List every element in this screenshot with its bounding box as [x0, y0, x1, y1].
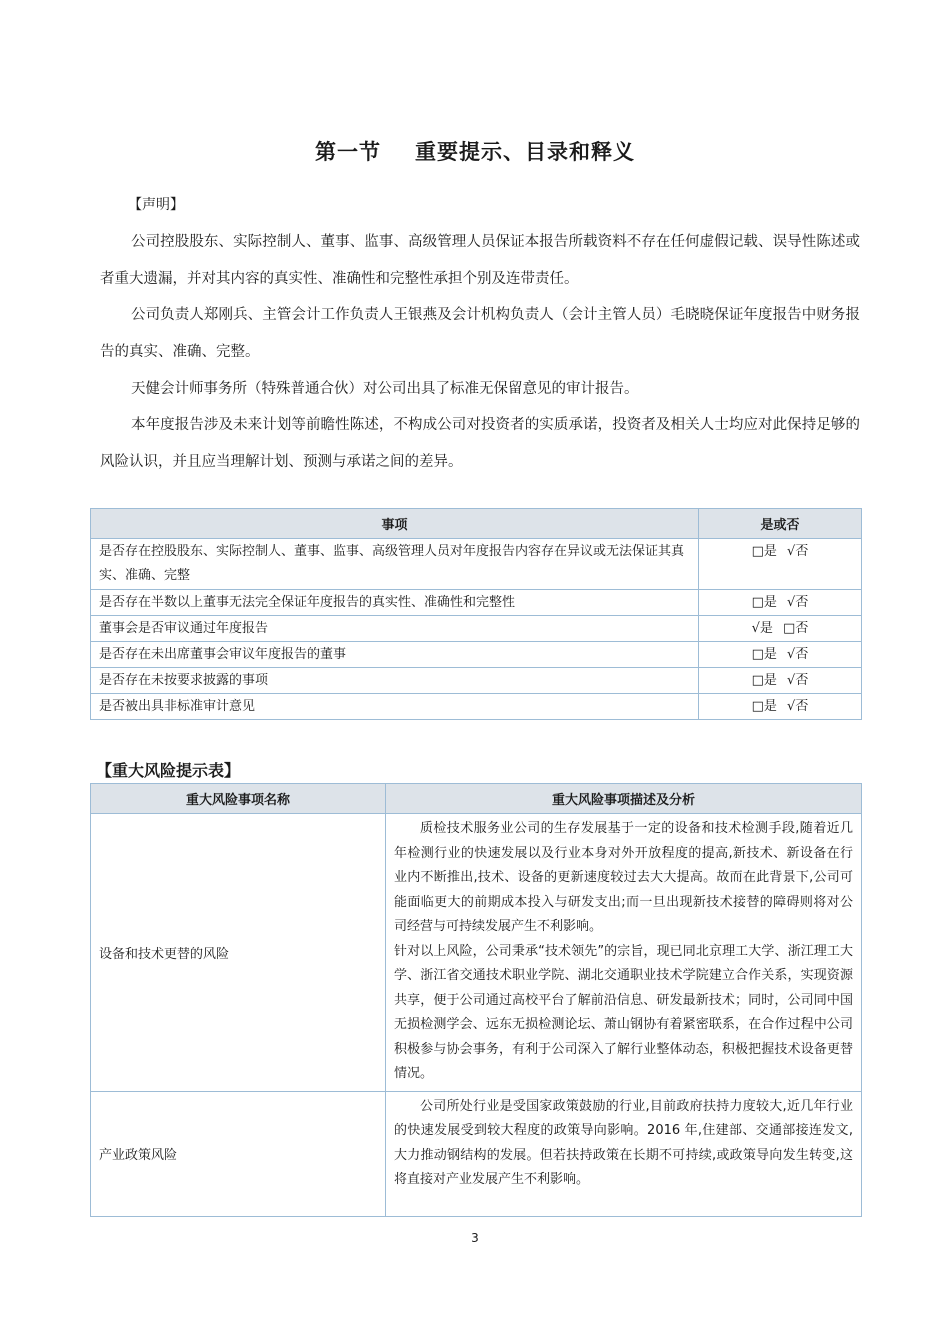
- table-header-row: [91, 509, 862, 539]
- matters-table: [90, 508, 862, 720]
- column-header-item: 事项: [91, 509, 699, 539]
- column-header-answer: 是或否: [699, 509, 862, 539]
- matter-item: 是否存在半数以上董事无法完全保证年度报告的真实性、准确性和完整性: [91, 590, 699, 616]
- matter-answer: □是 √否: [699, 668, 862, 694]
- table-row: [91, 616, 862, 642]
- declaration-paragraph: 天健会计师事务所（特殊普通合伙）对公司出具了标准无保留意见的审计报告。: [131, 381, 639, 397]
- declaration-paragraph: 公司控股股东、实际控制人、董事、监事、高级管理人员保证本报告所载资料不存在任何虚假记载、误导性陈述或者重大遗漏，并对其内容的真实性、准确性和完整性承担个别及连带责任。: [100, 234, 860, 287]
- risk-description: [386, 814, 862, 1092]
- risk-description-paragraph: 针对以上风险，公司秉承“技术领先”的宗旨，现已同北京理工大学、浙江理工大学、浙江省交通技术职业学院、湖北交通职业技术学院建立合作关系，实现资源共享，便于公司通过高校平台了解前沿信息、研发最新技术；同时，公司同中国无损检测学会、远东无损检测论坛、萧山钢协有着紧密联系，在合作过程中公司积极参与协会事务，有利于公司深入了解行业整体动态，积极把握技术设备更替情况。: [394, 943, 853, 1081]
- matter-item: 是否存在未出席董事会审议年度报告的董事: [91, 642, 699, 668]
- section-title: [0, 136, 950, 166]
- declaration-paragraph: 公司负责人郑刚兵、主管会计工作负责人王银燕及会计机构负责人（会计主管人员）毛晓晓保证年度报告中财务报告的真实、准确、完整。: [100, 307, 860, 360]
- matter-answer: □是 √否: [699, 590, 862, 616]
- page-number: 3: [471, 1231, 479, 1245]
- matter-answer: □是 √否: [699, 694, 862, 720]
- risk-table: [90, 783, 862, 1217]
- table-row: [91, 668, 862, 694]
- risk-description-paragraph: 公司所处行业是受国家政策鼓励的行业,目前政府扶持力度较大,近几年行业的快速发展受到较大程度的政策导向影响。2016 年,住建部、交通部接连发文,大力推动钢结构的发展。但若扶持政策在长期不可持续,或政策导向发生转变,这将直接对产业发展产生不利影响。: [394, 1098, 853, 1187]
- risk-description: [386, 1091, 862, 1216]
- matter-item: 是否被出具非标准审计意见: [91, 694, 699, 720]
- table-row: [91, 590, 862, 616]
- risk-name: 设备和技术更替的风险: [91, 814, 386, 1092]
- matter-answer: √是 □否: [699, 616, 862, 642]
- section-title-text: 重要提示、目录和释义: [415, 140, 635, 164]
- matter-answer: □是 √否: [699, 539, 862, 590]
- declaration-heading: 【声明】: [128, 197, 184, 213]
- risk-description-paragraph: 质检技术服务业公司的生存发展基于一定的设备和技术检测手段,随着近几年检测行业的快速发展以及行业本身对外开放程度的提高,新技术、新设备在行业内不断推出,技术、设备的更新速度较过去大大提高。故而在此背景下,公司可能面临更大的前期成本投入与研发支出;而一旦出现新技术接替的障碍则将对公司经营与可持续发展产生不利影响。: [394, 821, 853, 934]
- column-header-risk-desc: 重大风险事项描述及分析: [386, 784, 862, 814]
- table-row: [91, 642, 862, 668]
- declaration-paragraph: 本年度报告涉及未来计划等前瞻性陈述，不构成公司对投资者的实质承诺，投资者及相关人士均应对此保持足够的风险认识，并且应当理解计划、预测与承诺之间的差异。: [100, 417, 860, 470]
- matter-item: 是否存在控股股东、实际控制人、董事、监事、高级管理人员对年度报告内容存在异议或无法保证其真实、准确、完整: [91, 539, 699, 590]
- table-row: [91, 539, 862, 590]
- table-header-row: [91, 784, 862, 814]
- risk-table-heading: 【重大风险提示表】: [96, 761, 241, 780]
- matter-answer: □是 √否: [699, 642, 862, 668]
- table-row: [91, 694, 862, 720]
- table-row: [91, 814, 862, 1092]
- risk-name: 产业政策风险: [91, 1091, 386, 1216]
- table-row: [91, 1091, 862, 1216]
- column-header-risk-name: 重大风险事项名称: [91, 784, 386, 814]
- matter-item: 董事会是否审议通过年度报告: [91, 616, 699, 642]
- matter-item: 是否存在未按要求披露的事项: [91, 668, 699, 694]
- section-number: 第一节: [315, 140, 381, 164]
